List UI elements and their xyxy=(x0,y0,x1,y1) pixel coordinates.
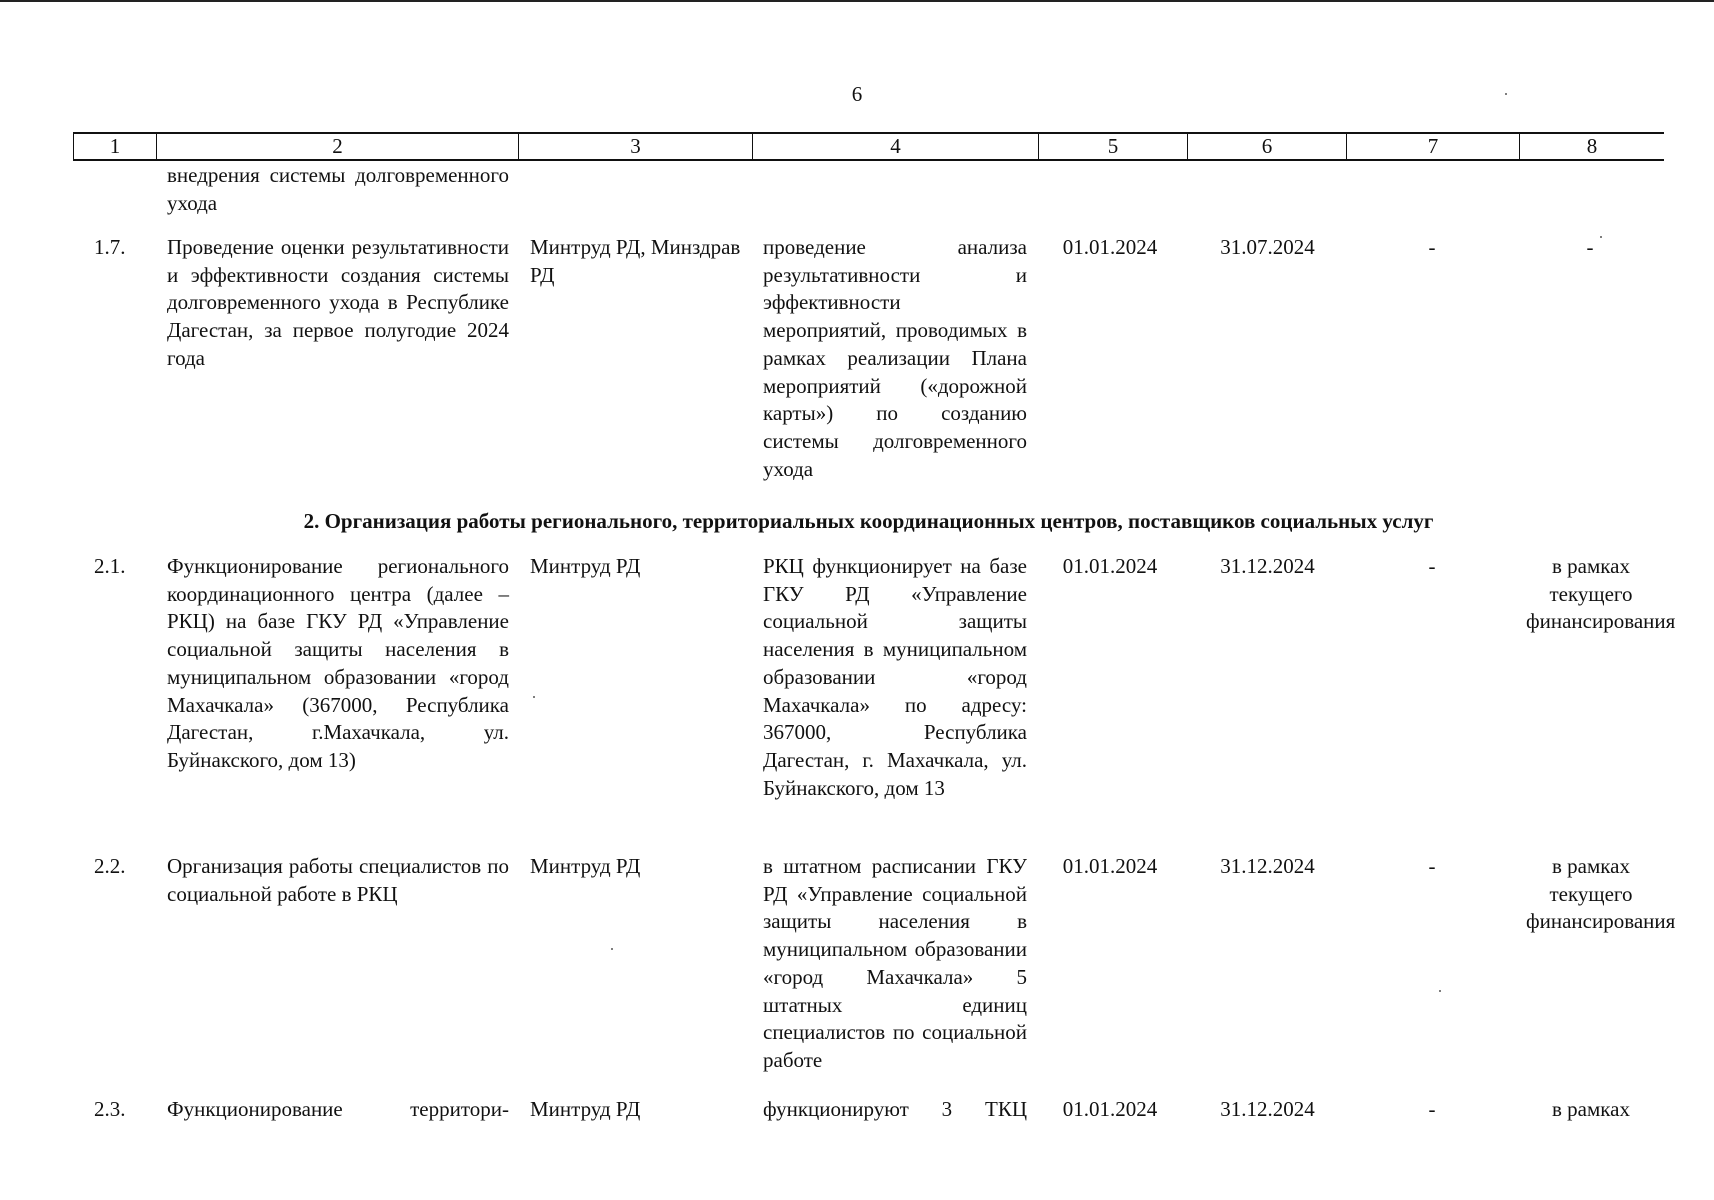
header-col-3: 3 xyxy=(519,134,753,159)
executor: Минтруд РД xyxy=(530,854,641,878)
scan-speck xyxy=(611,948,613,950)
col-8-value: в рамках xyxy=(1552,1097,1630,1121)
end-date: 31.12.2024 xyxy=(1220,854,1315,878)
activity-name: Организация работы специалистов по социальной работе в РКЦ xyxy=(167,854,509,906)
end-date: 31.12.2024 xyxy=(1220,1097,1315,1121)
activity-name: Проведение оценки результативности и эффективности создания системы долговременного ухода в Республике Дагестан, за первое полугодие 2024 года xyxy=(167,235,509,370)
row-number: 2.2. xyxy=(94,854,126,878)
scan-speck xyxy=(1600,236,1602,238)
row-number: 2.1. xyxy=(94,554,126,578)
section-heading: 2. Организация работы регионального, территориальных координационных центров, поставщиков социальных услуг xyxy=(303,509,1434,533)
scan-speck xyxy=(1505,93,1507,95)
header-col-4: 4 xyxy=(753,134,1039,159)
col-7-value: - xyxy=(1428,1097,1436,1121)
expected-result: РКЦ функционирует на базе ГКУ РД «Управление социальной защиты населения в муниципальном образовании «город Махачкала» по адресу: 367000, Республика Дагестан, г. Махачкала, ул. Буйнакского, дом 13 xyxy=(763,554,1027,800)
col-7-value: - xyxy=(1428,854,1436,878)
start-date: 01.01.2024 xyxy=(1062,554,1158,578)
start-date: 01.01.2024 xyxy=(1062,235,1158,259)
header-col-8: 8 xyxy=(1586,134,1598,158)
row-number: 2.3. xyxy=(94,1097,126,1121)
start-date: 01.01.2024 xyxy=(1062,854,1158,878)
col-8-value: в рамках текущего финансирования xyxy=(1526,554,1676,634)
executor: Минтруд РД xyxy=(530,554,641,578)
end-date: 31.07.2024 xyxy=(1220,235,1315,259)
expected-result: в штатном расписании ГКУ РД «Управление социальной защиты населения в муниципальном образовании «город Махачкала» 5 штатных единиц специалистов по социальной работе xyxy=(763,854,1027,1072)
header-col-6: 6 xyxy=(1188,134,1347,159)
executor: Минтруд РД xyxy=(530,1097,641,1121)
header-col-1: 1 xyxy=(73,134,157,159)
expected-result: проведение анализа результативности и эффективности мероприятий, проводимых в рамках реализации Плана мероприятий («дорожной карты») по созданию системы долговременного ухода xyxy=(763,235,1027,481)
col-8-value: в рамках текущего финансирования xyxy=(1526,854,1676,934)
expected-result: функционируют 3 ТКЦ xyxy=(763,1097,1027,1121)
end-date: 31.12.2024 xyxy=(1220,554,1315,578)
continuation-text: внедрения системы долговременного ухода xyxy=(167,163,509,215)
col-8-value: - xyxy=(1586,235,1594,259)
page-number: 6 xyxy=(851,82,863,106)
scan-speck xyxy=(1439,990,1441,992)
executor: Минтруд РД, Минздрав РД xyxy=(530,235,741,287)
col-7-value: - xyxy=(1428,235,1436,259)
header-col-7: 7 xyxy=(1347,134,1520,159)
table-header-row xyxy=(73,132,1664,161)
start-date: 01.01.2024 xyxy=(1062,1097,1158,1121)
header-col-2: 2 xyxy=(157,134,519,159)
activity-name: Функционирование территори- xyxy=(167,1097,509,1121)
scan-top-edge xyxy=(0,0,1714,2)
activity-name: Функционирование регионального координационного центра (далее – РКЦ) на базе ГКУ РД «Управление социальной защиты населения в муниципальном образовании «город Махачкала» (367000, Республика Дагестан, г.Махачкала, ул. Буйнакского, дом 13) xyxy=(167,554,509,772)
header-col-5: 5 xyxy=(1039,134,1188,159)
col-7-value: - xyxy=(1428,554,1436,578)
scan-speck xyxy=(533,696,535,698)
row-number: 1.7. xyxy=(94,235,126,259)
